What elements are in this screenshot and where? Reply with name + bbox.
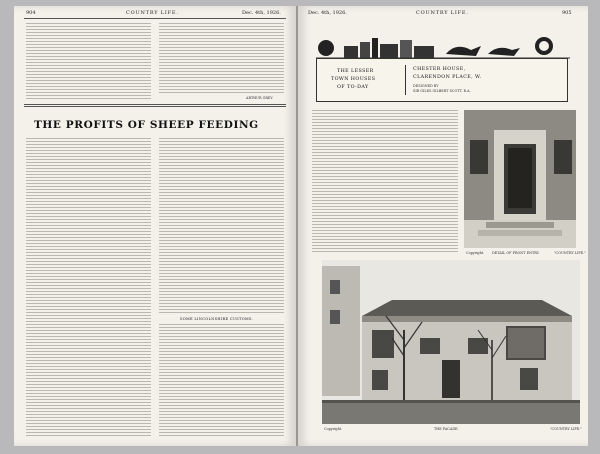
caption-front-entry: DETAIL OF FRONT ENTRY.	[492, 251, 540, 255]
divider-rule	[24, 106, 286, 107]
copyright-right-facade: "COUNTRY LIFE."	[550, 427, 582, 431]
text-column	[159, 23, 284, 93]
left-date: Dec. 4th, 1926.	[242, 10, 281, 16]
copyright-left: Copyright.	[466, 251, 485, 255]
text-column	[26, 138, 151, 436]
text-column	[312, 110, 458, 254]
banner-divider	[405, 65, 406, 95]
right-page	[298, 6, 588, 446]
copyright-left-facade: Copyright.	[324, 427, 343, 431]
right-running-head: COUNTRY LIFE.	[416, 10, 469, 16]
right-date: Dec. 4th, 1926.	[308, 10, 347, 16]
series-title-line1: THE LESSER	[337, 69, 374, 74]
decorative-skyline-illustration	[316, 34, 570, 60]
series-title-line3: OF TO-DAY	[337, 85, 369, 90]
left-page	[14, 6, 296, 446]
photo-facade	[322, 260, 580, 424]
header-rule	[24, 18, 286, 19]
copyright-right: "COUNTRY LIFE."	[554, 251, 586, 255]
text-column	[159, 324, 284, 436]
house-title: CHESTER HOUSE,	[413, 67, 466, 72]
text-column	[159, 138, 284, 313]
section-heading: SOME LINCOLNSHIRE CUSTOMS.	[180, 317, 254, 321]
caption-facade: THE FACADE.	[434, 427, 459, 431]
house-location: CLARENDON PLACE, W.	[413, 75, 482, 80]
photo-front-entry	[464, 110, 576, 248]
designed-by: DESIGNED BY	[413, 84, 439, 88]
left-page-number: 904	[26, 10, 36, 16]
right-page-number: 905	[562, 10, 572, 16]
byline: ARTHUR GREY.	[246, 96, 274, 100]
article-title: THE PROFITS OF SHEEP FEEDING	[34, 119, 259, 131]
article-banner	[316, 58, 568, 102]
divider-rule	[24, 104, 286, 105]
left-running-head: COUNTRY LIFE.	[126, 10, 179, 16]
text-column	[26, 23, 151, 101]
architect-name: SIR GILES GILBERT SCOTT, R.A.	[413, 89, 471, 93]
series-title-line2: TOWN HOUSES	[331, 77, 376, 82]
